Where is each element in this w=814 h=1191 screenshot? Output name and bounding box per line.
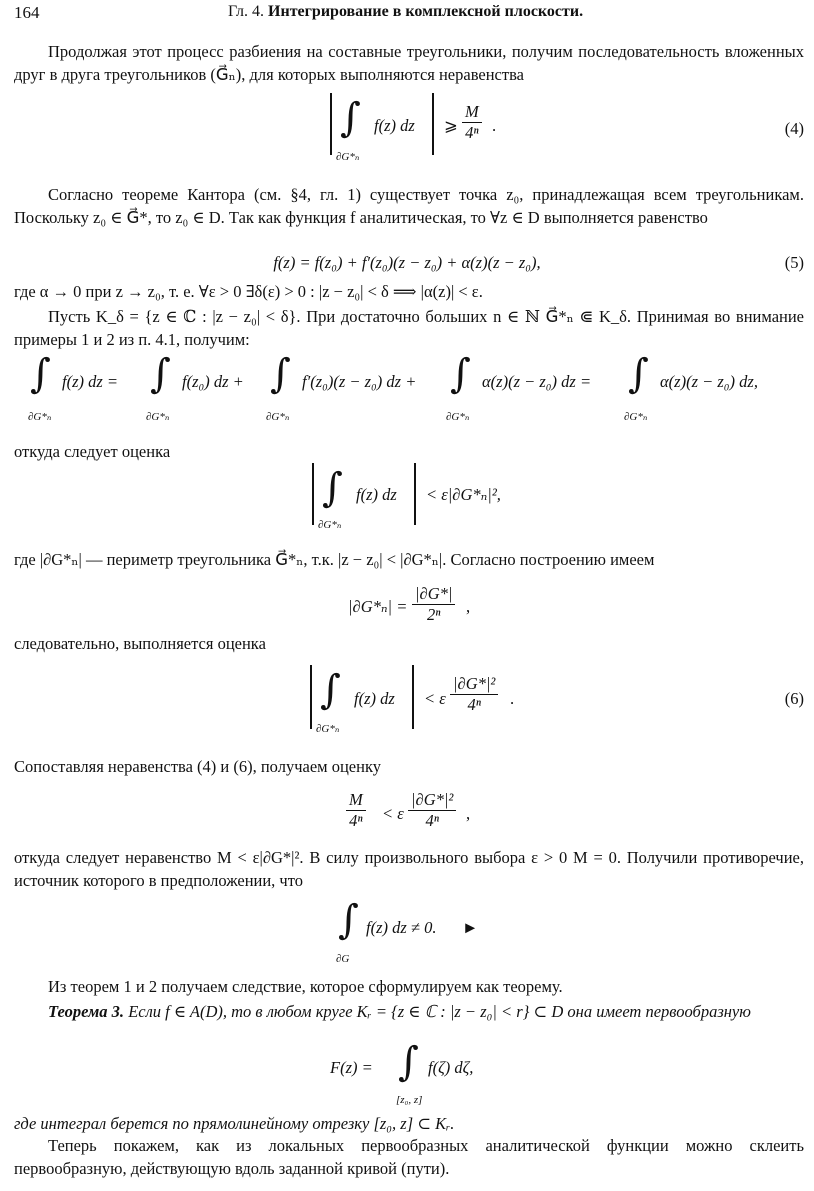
rhs: < ε|∂G*ₙ|², <box>426 485 501 504</box>
paragraph-11: где интеграл берется по прямолинейному отрезку [z₀, z] ⊂ Kᵣ. <box>14 1114 455 1133</box>
fraction-numerator: M <box>462 102 482 123</box>
theorem-text: Если f ∈ A(D), то в любом круге Kᵣ = {z ∈ ℂ : |z − z₀| < r} ⊂ D она имеет первообразную <box>128 1002 751 1021</box>
equation-number: (6) <box>784 689 804 708</box>
fraction <box>450 674 498 715</box>
eq-tail: , <box>466 597 471 616</box>
integral-domain: [z₀, z] <box>396 1094 423 1106</box>
abs-bar-left <box>312 463 314 525</box>
paragraph-8: Сопоставляя неравенства (4) и (6), получаем оценку <box>14 757 381 776</box>
integral-sign: ∫ <box>270 351 291 397</box>
fraction-numerator: |∂G*|² <box>408 790 456 811</box>
integral-domain: ∂G <box>336 953 350 965</box>
paragraph-3: где α → 0 при z → z₀, т. е. ∀ε > 0 ∃δ(ε) > 0 : |z − z₀| < δ ⟹ |α(z)| < ε. <box>14 282 483 301</box>
integral-domain: ∂G*ₙ <box>318 519 342 531</box>
fraction-denominator: 4ⁿ <box>467 695 481 714</box>
fraction <box>462 102 482 143</box>
chapter-label: Гл. 4. <box>228 3 265 20</box>
integral-sign: ∫ <box>320 667 341 713</box>
integral-sign: ∫ <box>150 351 171 397</box>
theorem-3 <box>14 1000 804 1023</box>
integral-sign: ∫ <box>628 351 649 397</box>
integrand: f(z) dz <box>354 689 395 708</box>
term-4: α(z)(z − z₀) dz = <box>482 372 592 391</box>
fraction-numerator: M <box>346 790 366 811</box>
eq-tail: . <box>492 116 497 135</box>
domain-1: ∂G*ₙ <box>28 411 52 423</box>
paragraph-6: где |∂G*ₙ| — периметр треугольника G⃗*ₙ, т.к. |z − z₀| < |∂G*ₙ|. Согласно построению имеем <box>14 550 655 569</box>
term-3: f′(z₀)(z − z₀) dz + <box>302 372 417 391</box>
integrand: f(z) dz <box>374 116 415 135</box>
integral-sign: ∫ <box>30 351 51 397</box>
lhs: |∂G*ₙ| = <box>348 597 408 616</box>
domain-4: ∂G*ₙ <box>446 411 470 423</box>
page-number: 164 <box>14 3 40 22</box>
term-5: α(z)(z − z₀) dz, <box>660 372 758 391</box>
fraction <box>412 584 455 625</box>
paragraph-5: откуда следует оценка <box>14 442 171 461</box>
fraction-denominator: 4ⁿ <box>349 811 363 830</box>
fraction-denominator: 2ⁿ <box>426 605 441 624</box>
running-header <box>228 3 583 21</box>
fraction-numerator: |∂G*|² <box>450 674 498 695</box>
relation: < ε <box>382 804 404 823</box>
integrand: f(z) dz <box>356 485 397 504</box>
integral-sign: ∫ <box>322 465 343 511</box>
eq-tail: . <box>510 689 515 708</box>
fraction-left <box>346 790 366 831</box>
eq-tail: , <box>466 804 471 823</box>
equation-5-body: f(z) = f(z₀) + f′(z₀)(z − z₀) + α(z)(z − z₀), <box>273 253 541 272</box>
theorem-label: Теорема 3. <box>48 1002 125 1021</box>
paragraph-1: Продолжая этот процесс разбиения на составные треугольники, получим последовательность вложенных друг в друга треугольников (G⃗ₙ), для которых выполняются неравенства <box>14 42 804 84</box>
abs-bar-right <box>412 665 414 729</box>
domain-5: ∂G*ₙ <box>624 411 648 423</box>
abs-bar-left <box>330 93 332 155</box>
paragraph-12: Теперь покажем, как из локальных первообразных аналитической функции можно склеить первообразную, действующую вдоль заданной кривой (пути). <box>14 1136 804 1178</box>
lhs: F(z) = <box>330 1058 373 1077</box>
abs-bar-right <box>432 93 434 155</box>
term-2: f(z₀) dz + <box>182 372 244 391</box>
end-of-proof-marker: ► <box>462 918 479 937</box>
integral-domain: ∂G*ₙ <box>336 151 360 163</box>
integral-sign: ∫ <box>398 1039 419 1085</box>
fraction-numerator: |∂G*| <box>412 584 455 605</box>
paragraph-7: следовательно, выполняется оценка <box>14 634 266 653</box>
fraction-denominator: 4ⁿ <box>425 811 439 830</box>
relation: < ε <box>424 689 446 708</box>
fraction-denominator: 4ⁿ <box>465 123 479 142</box>
integral-domain: ∂G*ₙ <box>316 723 340 735</box>
fraction-right <box>408 790 456 831</box>
abs-bar-left <box>310 665 312 729</box>
term-1: f(z) dz = <box>62 372 119 391</box>
integral-sign: ∫ <box>338 897 359 943</box>
paragraph-2: Согласно теореме Кантора (см. §4, гл. 1) существует точка z₀, принадлежащая всем треугольникам. Поскольку z₀ ∈ G⃗*, то z₀ ∈ D. Так как функция f аналитическая, то ∀z ∈ D выполняется равенство <box>14 185 804 227</box>
paragraph-9: откуда следует неравенство M < ε|∂G*|². В силу произвольного выбора ε > 0 M = 0. Получили противоречие, источник которого в предположении, что <box>14 848 804 890</box>
integral-sign: ∫ <box>340 95 361 141</box>
integrand: f(z) dz ≠ 0. <box>366 918 437 937</box>
equation-number: (4) <box>784 119 804 138</box>
abs-bar-right <box>414 463 416 525</box>
integral-sign: ∫ <box>450 351 471 397</box>
relation: ⩾ <box>444 116 458 135</box>
paragraph-4: Пусть K_δ = {z ∈ ℂ : |z − z₀| < δ}. При достаточно больших n ∈ ℕ G⃗*ₙ ⋐ K_δ. Принимая во внимание примеры 1 и 2 из п. 4.1, получим: <box>14 307 805 349</box>
integrand: f(ζ) dζ, <box>428 1058 474 1077</box>
paragraph-10: Из теорем 1 и 2 получаем следствие, которое сформулируем как теорему. <box>48 977 563 996</box>
chapter-title: Интегрирование в комплексной плоскости. <box>268 3 584 20</box>
domain-3: ∂G*ₙ <box>266 411 290 423</box>
equation-number: (5) <box>784 253 804 272</box>
domain-2: ∂G*ₙ <box>146 411 170 423</box>
